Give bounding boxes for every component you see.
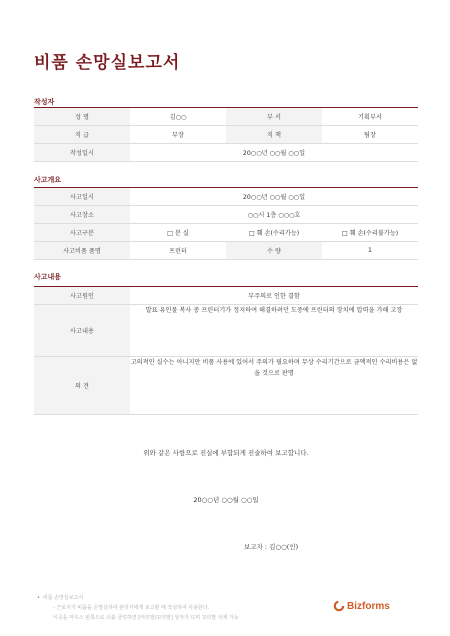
reporter-signature: 보고자 : 김○○(인) bbox=[244, 543, 299, 551]
table-row bbox=[34, 188, 418, 206]
bizforms-logo-icon bbox=[333, 600, 345, 612]
overview-table bbox=[34, 187, 418, 260]
department-value[interactable]: 기획부서 bbox=[322, 108, 418, 126]
checkbox-lost[interactable]: □ 분 실 bbox=[130, 224, 226, 242]
rank-value[interactable]: 부장 bbox=[130, 126, 226, 144]
table-row bbox=[34, 242, 418, 260]
table-row bbox=[34, 206, 418, 224]
incident-category-label: 사고구분 bbox=[34, 224, 130, 242]
table-row bbox=[34, 357, 418, 415]
table-row bbox=[34, 108, 418, 126]
bizforms-logo bbox=[333, 600, 390, 612]
written-date-label: 작성일시 bbox=[34, 144, 130, 162]
section-content-label: 사고내용 bbox=[34, 273, 62, 281]
incident-date-label: 사고일시 bbox=[34, 188, 130, 206]
cause-value[interactable]: 부주의로 인한 결함 bbox=[130, 287, 418, 305]
incident-place-value[interactable]: ○○시 1층 ○○○호 bbox=[130, 206, 418, 224]
department-label: 부 서 bbox=[226, 108, 322, 126]
footnote-description: - 근로자가 비품을 손망실하여 관리자에게 보고할 때 작성하여 사용한다. bbox=[53, 605, 210, 611]
quantity-label: 수 량 bbox=[226, 242, 322, 260]
quantity-value[interactable]: 1 bbox=[322, 242, 418, 260]
table-row bbox=[34, 144, 418, 162]
cause-label: 사고원인 bbox=[34, 287, 130, 305]
document-title: 비품 손망실보고서 bbox=[34, 53, 181, 73]
section-writer-label: 작성자 bbox=[34, 98, 55, 106]
opinion-label: 의 견 bbox=[34, 357, 130, 415]
item-name-value[interactable]: 프린터 bbox=[130, 242, 226, 260]
table-row bbox=[34, 126, 418, 144]
opinion-value[interactable]: 고의적인 실수는 아니지만 비품 사용에 있어서 주의가 필요하며 무상 수리기간으로 금액적인 수리비용은 없을 것으로 판명 bbox=[130, 357, 418, 415]
content-table bbox=[34, 286, 418, 415]
table-row bbox=[34, 305, 418, 357]
checkbox-damaged-unrepairable[interactable]: □ 훼 손(수리불가능) bbox=[322, 224, 418, 242]
incident-place-label: 사고장소 bbox=[34, 206, 130, 224]
checkbox-damaged-repairable[interactable]: □ 훼 손(수리가능) bbox=[226, 224, 322, 242]
incident-date-value[interactable]: 20○○년 ○○월 ○○일 bbox=[130, 188, 418, 206]
detail-value[interactable]: 발표 유인물 복사 중 프린터기가 정지하여 해결하려던 도중에 프린터의 장치에 압력을 가해 고장 bbox=[130, 305, 418, 357]
position-label: 직 책 bbox=[226, 126, 322, 144]
footnote bbox=[37, 593, 239, 623]
footnote-title: 비품 손망실보고서 bbox=[42, 595, 84, 601]
written-date-value[interactable]: 20○○년 ○○월 ○○일 bbox=[130, 144, 418, 162]
item-name-label: 사고비품 품명 bbox=[34, 242, 130, 260]
name-value[interactable]: 김○○ bbox=[130, 108, 226, 126]
rank-label: 직 급 bbox=[34, 126, 130, 144]
writer-table bbox=[34, 107, 418, 162]
bizforms-logo-text: Bizforms bbox=[347, 600, 390, 612]
report-date: 20○○년 ○○월 ○○일 bbox=[193, 496, 259, 504]
bullet-icon: • bbox=[37, 595, 40, 601]
table-row bbox=[34, 224, 418, 242]
section-overview-label: 사고개요 bbox=[34, 176, 62, 184]
position-value[interactable]: 팀장 bbox=[322, 126, 418, 144]
detail-label: 사고내용 bbox=[34, 305, 130, 357]
name-label: 성 명 bbox=[34, 108, 130, 126]
table-row bbox=[34, 287, 418, 305]
statement-text: 위와 같은 사항으로 진실에 부합되게 진술하여 보고합니다. bbox=[143, 449, 309, 457]
footnote-hint: 이곳을 마우스 왼쪽으로 더블 클릭하면 [머리말/꼬리말] 상자가 뜨며 꼬리말 삭제 가능 bbox=[53, 615, 239, 621]
